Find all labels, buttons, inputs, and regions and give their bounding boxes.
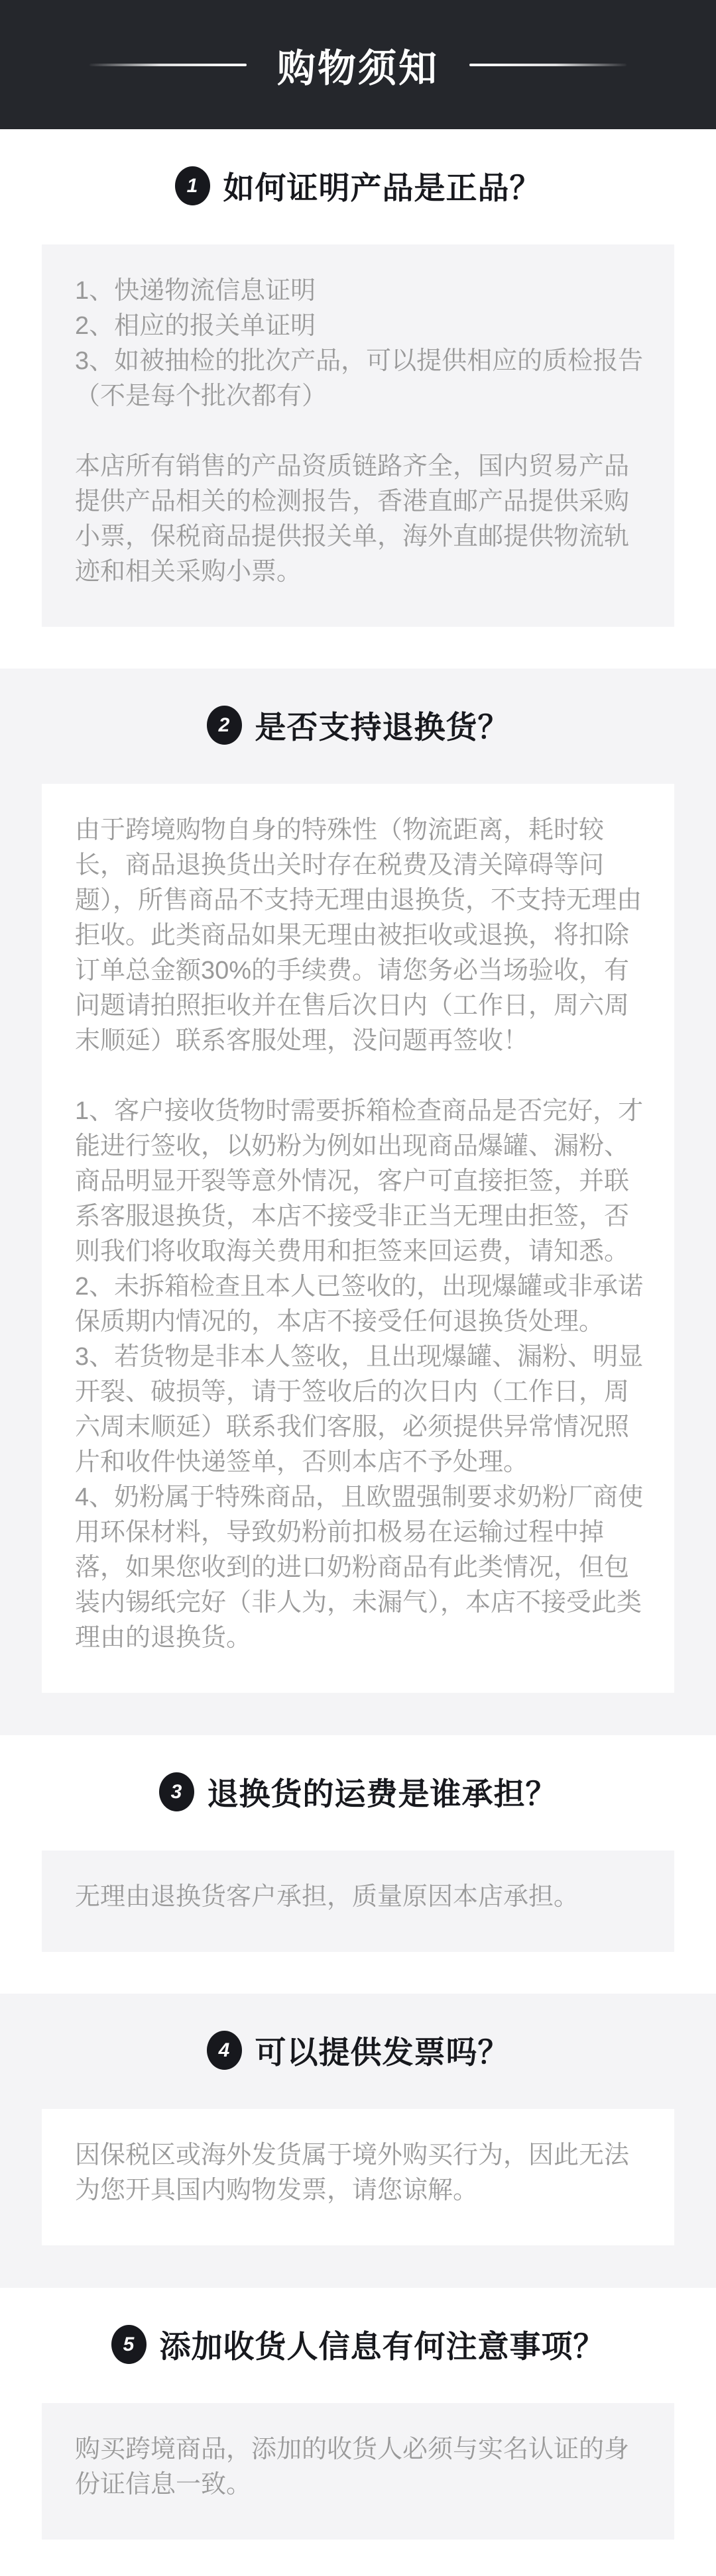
section-authenticity — [0, 129, 716, 627]
section-number-badge: 4 — [207, 2031, 242, 2070]
content-paragraph: 本店所有销售的产品资质链路齐全，国内贸易产品提供产品相关的检测报告，香港直邮产品提供采购小票，保税商品提供报关单，海外直邮提供物流轨迹和相关采购小票。 — [75, 453, 630, 586]
header-line-right — [469, 64, 626, 66]
section-content-box — [42, 1851, 674, 1952]
section-title: 可以提供发票吗？ — [255, 2035, 510, 2070]
content-paragraph: 3、如被抽检的批次产品，可以提供相应的质检报告（不是每个批次都有） — [75, 347, 644, 410]
page-title: 购物须知 — [276, 46, 439, 90]
section-returns-policy — [0, 669, 716, 1735]
section-invoice — [0, 1994, 716, 2288]
content-paragraph: 无理由退换货客户承担，质量原因本店承担。 — [75, 1883, 579, 1911]
section-content-box — [42, 2403, 674, 2540]
section-content-box — [42, 244, 674, 627]
section-heading — [0, 2288, 716, 2367]
page-header — [0, 0, 716, 129]
section-title: 退换货的运费是谁承担？ — [207, 1776, 558, 1811]
section-title: 是否支持退换货？ — [255, 710, 510, 745]
content-paragraph: 2、相应的报关单证明 — [75, 312, 316, 340]
section-number-badge: 3 — [159, 1772, 194, 1811]
section-number-badge: 2 — [207, 706, 242, 745]
content-paragraph: 由于跨境购物自身的特殊性（物流距离，耗时较长，商品退换货出关时存在税费及清关障碍等问题），所售商品不支持无理由退换货，不支持无理由拒收。此类商品如果无理由被拒收或退换，将扣除订单总金额30%的手续费。请您务必当场验收，有问题请拍照拒收并在售后次日内（工作日，周六周末顺延）联系客服处理，没问题再签收！ — [75, 816, 642, 1055]
section-title: 添加收货人信息有何注意事项？ — [159, 2329, 605, 2364]
section-heading — [0, 129, 716, 208]
section-number-badge: 1 — [175, 166, 210, 205]
content-paragraph: 1、客户接收货物时需要拆箱检查商品是否完好，才能进行签收，以奶粉为例如出现商品爆罐、漏粉、商品明显开裂等意外情况，客户可直接拒签，并联系客服退换货，本店不接受非正当无理由拒签，否则我们将收取海关费用和拒签来回运费，请知悉。 — [75, 1097, 644, 1265]
section-heading — [0, 669, 716, 747]
section-content-box — [42, 784, 674, 1693]
section-return-shipping-fee — [0, 1735, 716, 1952]
section-content-box — [42, 2109, 674, 2245]
section-title: 如何证明产品是正品？ — [223, 170, 542, 205]
content-paragraph: 2、未拆箱检查且本人已签收的，出现爆罐或非承诺保质期内情况的，本店不接受任何退换货处理。 — [75, 1273, 644, 1336]
content-paragraph: 4、奶粉属于特殊商品，且欧盟强制要求奶粉厂商使用环保材料，导致奶粉前扣极易在运输过程中掉落，如果您收到的进口奶粉商品有此类情况，但包装内锡纸完好（非人为，未漏气），本店不接受此类理由的退换货。 — [75, 1483, 644, 1652]
section-recipient-info — [0, 2288, 716, 2540]
content-paragraph: 购买跨境商品，添加的收货人必须与实名认证的身份证信息一致。 — [75, 2436, 630, 2498]
content-paragraph: 3、若货物是非本人签收，且出现爆罐、漏粉、明显开裂、破损等，请于签收后的次日内（工作日，周六周末顺延）联系我们客服，必须提供异常情况照片和收件快递签单，否则本店不予处理。 — [75, 1343, 644, 1476]
header-line-left — [90, 64, 247, 66]
section-number-badge: 5 — [111, 2325, 147, 2364]
section-heading — [0, 1735, 716, 1814]
section-heading — [0, 1994, 716, 2072]
content-paragraph: 1、快递物流信息证明 — [75, 277, 316, 305]
content-paragraph: 因保税区或海外发货属于境外购买行为，因此无法为您开具国内购物发票，请您谅解。 — [75, 2141, 630, 2204]
